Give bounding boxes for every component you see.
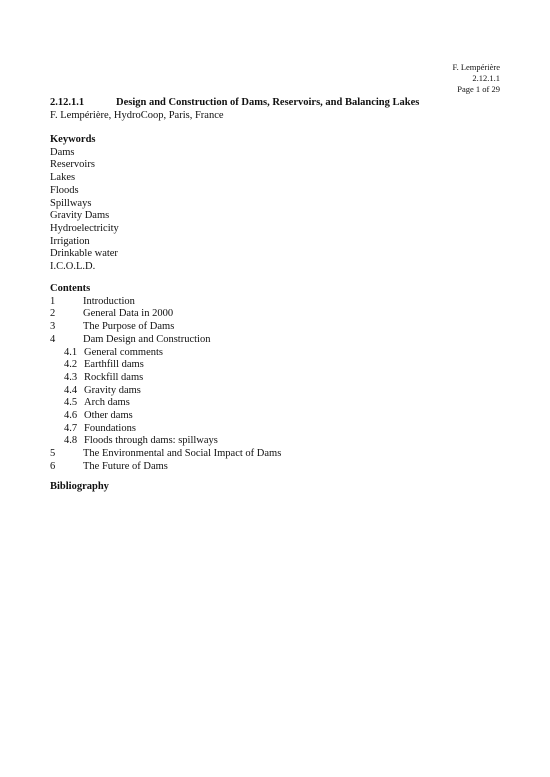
toc-entry-1[interactable]: 1 Introduction bbox=[50, 295, 135, 307]
header-page-number: Page 1 of 29 bbox=[457, 84, 500, 94]
keywords-heading: Keywords bbox=[50, 134, 96, 145]
toc-subentry[interactable]: 4.5 Arch dams bbox=[64, 397, 130, 409]
toc-subentry[interactable]: 4.6 Other dams bbox=[64, 410, 133, 422]
toc-subentry[interactable]: 4.7 Foundations bbox=[64, 422, 136, 434]
title-number: 2.12.1.1 bbox=[50, 97, 85, 108]
toc-entry-6[interactable]: 6 The Future of Dams bbox=[50, 460, 168, 472]
toc-entry-5[interactable]: 5 The Environmental and Social Impact of Dams bbox=[50, 448, 282, 460]
document-title bbox=[50, 96, 510, 109]
keywords-section bbox=[50, 134, 119, 274]
header-author: F. Lempérière bbox=[452, 62, 500, 72]
keyword-item: Hydroelectricity bbox=[50, 222, 119, 234]
keyword-item: Reservoirs bbox=[50, 159, 95, 171]
contents-heading: Contents bbox=[50, 283, 91, 294]
keyword-item: Dams bbox=[50, 146, 75, 158]
toc-entry-2[interactable]: 2 General Data in 2000 bbox=[50, 308, 174, 320]
keyword-item: I.C.O.L.D. bbox=[50, 261, 96, 273]
title-text: Design and Construction of Dams, Reservoirs, and Balancing Lakes bbox=[116, 97, 420, 108]
toc-subentry[interactable]: 4.8 Floods through dams: spillways bbox=[64, 435, 218, 447]
toc-entry-4[interactable]: 4 Dam Design and Construction bbox=[50, 333, 211, 345]
toc-subentry[interactable]: 4.2 Earthfill dams bbox=[64, 359, 144, 371]
page-header bbox=[453, 62, 500, 95]
keyword-item: Floods bbox=[50, 184, 79, 196]
header-code: 2.12.1.1 bbox=[472, 73, 500, 83]
bibliography-heading: Bibliography bbox=[50, 481, 109, 492]
toc-subentry[interactable]: 4.3 Rockfill dams bbox=[64, 371, 144, 383]
keyword-item: Lakes bbox=[50, 172, 76, 184]
keyword-item: Drinkable water bbox=[50, 248, 118, 260]
toc-subentry[interactable]: 4.4 Gravity dams bbox=[64, 384, 141, 396]
author-line: F. Lempérière, HydroCoop, Paris, France bbox=[50, 110, 224, 121]
toc-subentry[interactable]: 4.1 General comments bbox=[64, 346, 164, 358]
keyword-item: Spillways bbox=[50, 197, 92, 209]
toc-entry-3[interactable]: 3 The Purpose of Dams bbox=[50, 321, 175, 333]
keyword-item: Irrigation bbox=[50, 235, 90, 247]
contents-section bbox=[50, 283, 281, 474]
keyword-item: Gravity Dams bbox=[50, 210, 110, 222]
